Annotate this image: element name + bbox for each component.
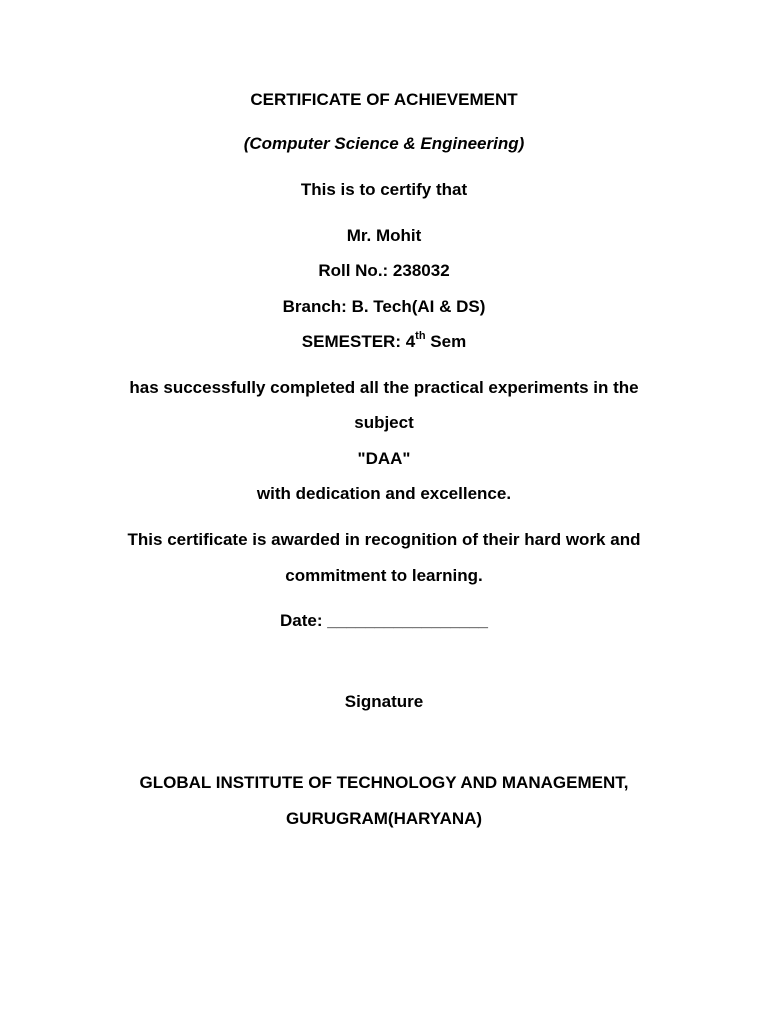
semester-prefix: SEMESTER: 4 (301, 332, 416, 351)
award-text-line2: commitment to learning. (285, 566, 483, 585)
completion-text-line1: has successfully completed all the practical experiments in the (129, 378, 639, 397)
intro-text: This is to certify that (300, 180, 468, 199)
department-subtitle: (Computer Science & Engineering) (243, 134, 525, 153)
subject-name: "DAA" (357, 449, 411, 468)
roll-number: Roll No.: 238032 (318, 261, 450, 280)
student-name: Mr. Mohit (346, 226, 422, 245)
semester-ordinal: th (415, 330, 426, 343)
completion-text-line2: subject (354, 413, 414, 432)
dedication-text: with dedication and excellence. (256, 484, 512, 503)
date-line: Date: _________________ (280, 611, 488, 630)
certificate-title: CERTIFICATE OF ACHIEVEMENT (250, 90, 518, 109)
award-text-line1: This certificate is awarded in recognition of their hard work and (127, 530, 641, 549)
semester-suffix: Sem (425, 332, 467, 351)
branch: Branch: B. Tech(AI & DS) (282, 297, 486, 316)
signature-label: Signature (344, 692, 424, 711)
semester (0, 331, 768, 353)
institute-name-line2: GURUGRAM(HARYANA) (285, 809, 483, 828)
institute-name-line1: GLOBAL INSTITUTE OF TECHNOLOGY AND MANAGEMENT, (139, 773, 629, 792)
